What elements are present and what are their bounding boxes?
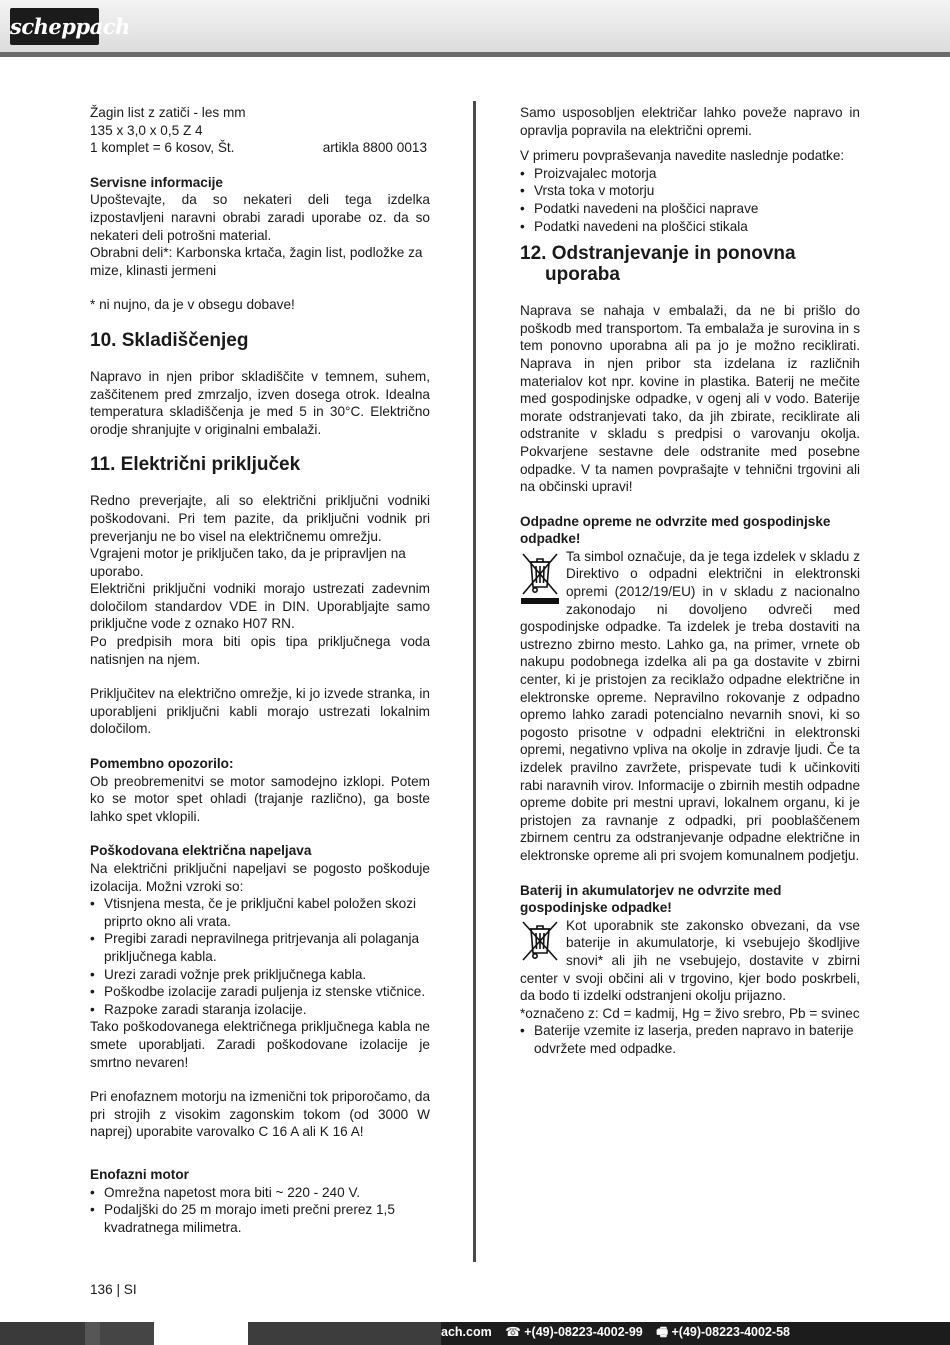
footer-block xyxy=(85,1322,100,1345)
battery-block xyxy=(520,917,860,1005)
footer-block xyxy=(248,1322,441,1345)
motor-heading: Enofazni motor xyxy=(90,1166,189,1182)
warning-text: Ob preobremenitvi se motor samodejno izklopi. Potem ko se motor spet ohladi (trajanje različno), ga boste lahko spet vklopili. xyxy=(90,773,430,824)
motor-list xyxy=(90,1184,430,1237)
section-10-heading: 10. Skladiščenjeg xyxy=(90,329,249,351)
list-item: • Baterije vzemite iz laserja, preden napravo in baterije odvržete med odpadke. xyxy=(520,1022,860,1057)
electrical-text-1: Redno preverjajte, ali so električni priključni vodniki poškodovani. Pri tem pazite, da priključni vodnik pri preverjanju ne bo visel na električnemu omrežju. xyxy=(90,493,430,544)
warning-heading: Pomembno opozorilo: xyxy=(90,756,234,772)
section-12-heading-line-1: 12. Odstranjevanje in ponovna xyxy=(520,243,796,265)
storage-text: Napravo in njen pribor skladiščite v temnem, suhem, zaščitenem pred zmrzaljo, izven dosega otrok. Idealna temperatura skladiščenja je med 5 in 30°C. Električno orodje shranjujte v originalni embalaži. xyxy=(90,368,430,437)
list-item: • Podatki navedeni na ploščici stikala xyxy=(520,218,860,236)
list-item: • Omrežna napetost mora biti ~ 220 - 240 V. xyxy=(90,1184,430,1202)
brand-logo: scheppach xyxy=(10,8,99,45)
page-number: 136 | SI xyxy=(90,1282,137,1297)
electrical-text-5: Priključitev na električno omrežje, ki jo izvede stranka, in uporabljeni priključni kabli morajo ustrezati lokalnim določilom. xyxy=(90,686,430,737)
list-item: • Razpoke zaradi staranja izolacije. xyxy=(90,1001,430,1019)
list-item: • Vrsta toka v motorju xyxy=(520,182,860,200)
footer-block xyxy=(100,1322,154,1345)
footer-phone: ☎ +(49)-08223-4002-99 xyxy=(505,1325,643,1339)
column-divider xyxy=(473,101,476,1262)
footer-block xyxy=(154,1322,248,1345)
crossed-bin-icon xyxy=(520,919,560,961)
electrical-text-2: Vgrajeni motor je priključen tako, da je pripravljen na uporabo. xyxy=(90,546,406,579)
service-info-text: Upoštevajte, da so nekateri deli tega izdelka izpostavljeni naravni obrabi zaradi uporabe oz. da so nekateri deli potrošni material. xyxy=(90,192,430,243)
battery-heading: Baterij in akumulatorjev ne odvrzite med gospodinjske odpadke! xyxy=(520,882,782,916)
saw-blade-line-2: 135 x 3,0 x 0,5 Z 4 xyxy=(90,122,203,138)
page-footer xyxy=(0,1322,950,1345)
footer-website[interactable]: ach.com xyxy=(441,1325,492,1339)
list-item: • Podaljški do 25 m morajo imeti prečni prerez 1,5 kvadratnega milimetra. xyxy=(90,1201,430,1236)
saw-blade-article: artikla 8800 0013 xyxy=(322,140,427,156)
list-item: • Urezi zaradi vožnje prek priključnega kabla. xyxy=(90,966,430,984)
electrical-text-3: Električni priključni vodniki morajo ustrezati zadevnim določilom standardov VDE in DIN. Uporabljajte samo priključne vode z oznako H07 RN. xyxy=(90,581,430,632)
page-header xyxy=(0,0,950,53)
saw-blade-line-1: Žagin list z zatiči - les mm xyxy=(90,105,246,120)
right-column xyxy=(520,104,860,1058)
inquiry-text: V primeru povpraševanja navedite naslednje podatke: xyxy=(520,148,845,164)
electrician-text: Samo usposobljen električar lahko poveže napravo in opravlja popravila na električni opremi. xyxy=(520,105,860,138)
header-rule xyxy=(0,52,950,57)
damaged-cable-outro: Tako poškodovanega električnega priključnega kabla ne smete uporabljati. Zaradi poškodovane izolacije je smrtno nevaren! xyxy=(90,1019,430,1070)
list-item: • Vtisnjena mesta, če je priključni kabel položen skozi priprto okno ali vrata. xyxy=(90,895,430,930)
footer-fax: 🖷 +(49)-08223-4002-58 xyxy=(656,1325,790,1339)
damaged-cable-list xyxy=(90,895,430,1018)
saw-blade-line-3 xyxy=(90,139,427,157)
list-item: • Proizvajalec motorja xyxy=(520,165,860,183)
section-11-heading: 11. Električni priključek xyxy=(90,454,301,476)
delivery-note: * ni nujno, da je v obsegu dobave! xyxy=(90,297,295,313)
crossed-bin-icon xyxy=(520,550,560,606)
weee-text: Ta simbol označuje, da je tega izdelek v skladu z Direktivo o odpadni električni in elektronski opremi (2012/19/EU) in v skladu z nacionalno zakonodajo ni dovoljeno odvreči med gospodinjske odpadke. Ta izdelek je treba dostaviti na ustrezno zbirno mesto. Lahko ga, na primer, vrnete ob nakupu podobnega izdelka ali pa ga dostavite v zbirni center, ki je pristojen za reciklažo odpadne električne in elektronske opreme. Nepravilno rokovanje z odpadno opremo lahko zaradi potencialno nevarnih snovi, ki so pogosto prisotne v odpadni električni in elektronski opremi, negativno vpliva na okolje in zdravje ljudi. Če ta izdelek pravilno zavržete, prispevate tudi k učinkoviti rabi naravnih virov. Informacije o zbirnih mestih odpadne opreme dobite pri mestni upravi, lokalnem organu, ki je pristojen za ravnanje z odpadki, pri pooblaščenem zbirnem centru za odstranjevanje odpadne električne in elektronske opreme ali pri svojem komunalnem podjetju. xyxy=(520,548,860,863)
saw-blade-set: 1 komplet = 6 kosov, Št. xyxy=(90,140,235,156)
list-item: • Poškodbe izolacije zaradi puljenja iz stenske vtičnice. xyxy=(90,983,430,1001)
inquiry-list xyxy=(520,165,860,235)
section-12-heading-line-2: uporaba xyxy=(545,264,620,286)
list-item: • Pregibi zaradi nepravilnega pritrjevanja ali polaganja priključnega kabla. xyxy=(90,930,430,965)
fuse-text: Pri enofaznem motorju na izmenični tok priporočamo, da pri strojih z visokim zagonskim tokom (od 3000 W naprej) uporabite varovalko C 16 A ali K 16 A! xyxy=(90,1089,431,1140)
damaged-cable-heading: Poškodovana električna napeljava xyxy=(90,843,312,859)
weee-heading: Odpadne opreme ne odvrzite med gospodinjske odpadke! xyxy=(520,513,831,547)
footer-contact xyxy=(441,1322,800,1345)
battery-text: Kot uporabnik ste zakonsko obvezani, da vse baterije in akumulatorje, ki vsebujejo škodljive snovi* ali jih ne vsebujejo, dostavite v zbirni center v svoji občini ali v trgovino, kjer bodo poskrbeli, da bodo ti izdelki odstranjeni okolju prijazno. xyxy=(520,917,860,1004)
footer-block xyxy=(0,1322,85,1345)
electrical-text-4: Po predpisih mora biti opis tipa priključnega voda natisnjen na njem. xyxy=(90,634,430,667)
section-12-heading xyxy=(520,243,860,285)
damaged-cable-intro: Na električni priključni napeljavi se pogosto poškoduje izolacija. Možni vzroki so: xyxy=(90,861,430,894)
battery-note: *označeno z: Cd = kadmij, Hg = živo srebro, Pb = svinec xyxy=(520,1005,860,1021)
list-item: • Podatki navedeni na ploščici naprave xyxy=(520,200,860,218)
battery-list xyxy=(520,1022,860,1057)
wear-parts-text: Obrabni deli*: Karbonska krtača, žagin list, podložke za mize, klinasti jermeni xyxy=(90,245,423,278)
disposal-text: Naprava se nahaja v embalaži, da ne bi prišlo do poškodb med transportom. Ta embalaža je surovina in s tem ponovno uporabna ali pa jo je možno reciklirati. Naprava in njen pribor sta izdelana iz različnih materialov kot npr. kovine in plastika. Baterij ne mečite med gospodinjske odpadke, v ogenj ali v vodo. Baterije morate odstranjevati tako, da jih zbirate, reciklirate ali odstranite v skladu s predpisi o varovanju okolja. Pokvarjene sestavne dele odstranite med posebne odpadke. V ta namen povprašajte v tehnični trgovini ali na občinski upravi! xyxy=(520,303,860,495)
left-column xyxy=(90,104,430,1236)
service-info-heading: Servisne informacije xyxy=(90,174,223,190)
weee-block xyxy=(520,548,860,865)
